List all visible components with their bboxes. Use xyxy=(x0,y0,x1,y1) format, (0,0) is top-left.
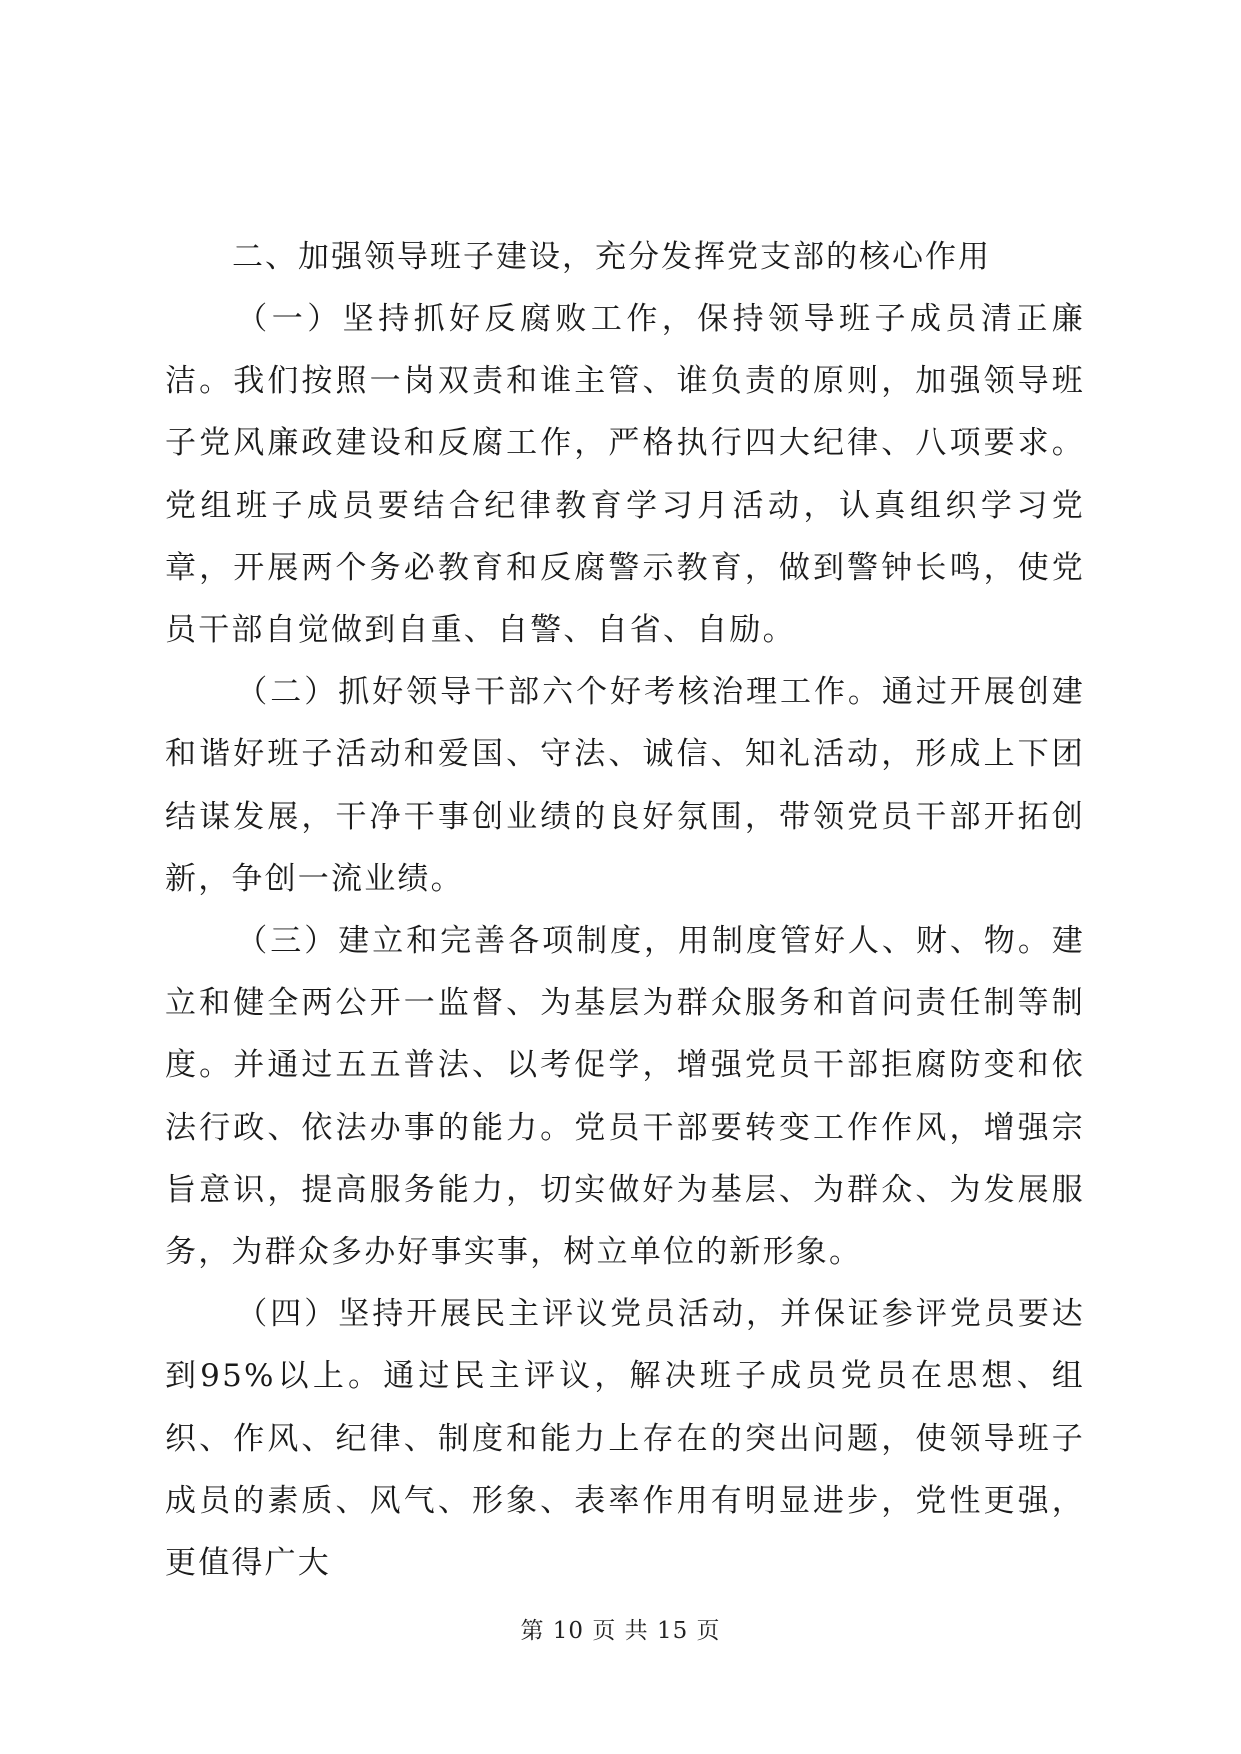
section-heading: 二、加强领导班子建设，充分发挥党支部的核心作用 xyxy=(232,239,991,275)
paragraph-2: （二）抓好领导干部六个好考核治理工作。通过开展创建和谐好班子活动和爱国、守法、诚信、知礼活动，形成上下团结谋发展，干净干事创业绩的良好氛围，带领党员干部开拓创新，争创一流业绩。 xyxy=(165,674,1085,897)
document-body xyxy=(165,226,1085,1594)
paragraph-4: （四）坚持开展民主评议党员活动，并保证参评党员要达到95%以上。通过民主评议，解决班子成员党员在思想、组织、作风、纪律、制度和能力上存在的突出问题，使领导班子成员的素质、风气、形象、表率作用有明显进步，党性更强，更值得广大 xyxy=(165,1296,1085,1582)
paragraph-3: （三）建立和完善各项制度，用制度管好人、财、物。建立和健全两公开一监督、为基层为群众服务和首问责任制等制度。并通过五五普法、以考促学，增强党员干部拒腐防变和依法行政、依法办事的能力。党员干部要转变工作作风，增强宗旨意识，提高服务能力，切实做好为基层、为群众、为发展服务，为群众多办好事实事，树立单位的新形象。 xyxy=(165,923,1085,1271)
paragraph-1: （一）坚持抓好反腐败工作，保持领导班子成员清正廉洁。我们按照一岗双责和谁主管、谁负责的原则，加强领导班子党风廉政建设和反腐工作，严格执行四大纪律、八项要求。党组班子成员要结合纪律教育学习月活动，认真组织学习党章，开展两个务必教育和反腐警示教育，做到警钟长鸣，使党员干部自觉做到自重、自警、自省、自励。 xyxy=(165,301,1085,649)
page-number-footer: 第 10 页 共 15 页 xyxy=(520,1618,721,1644)
